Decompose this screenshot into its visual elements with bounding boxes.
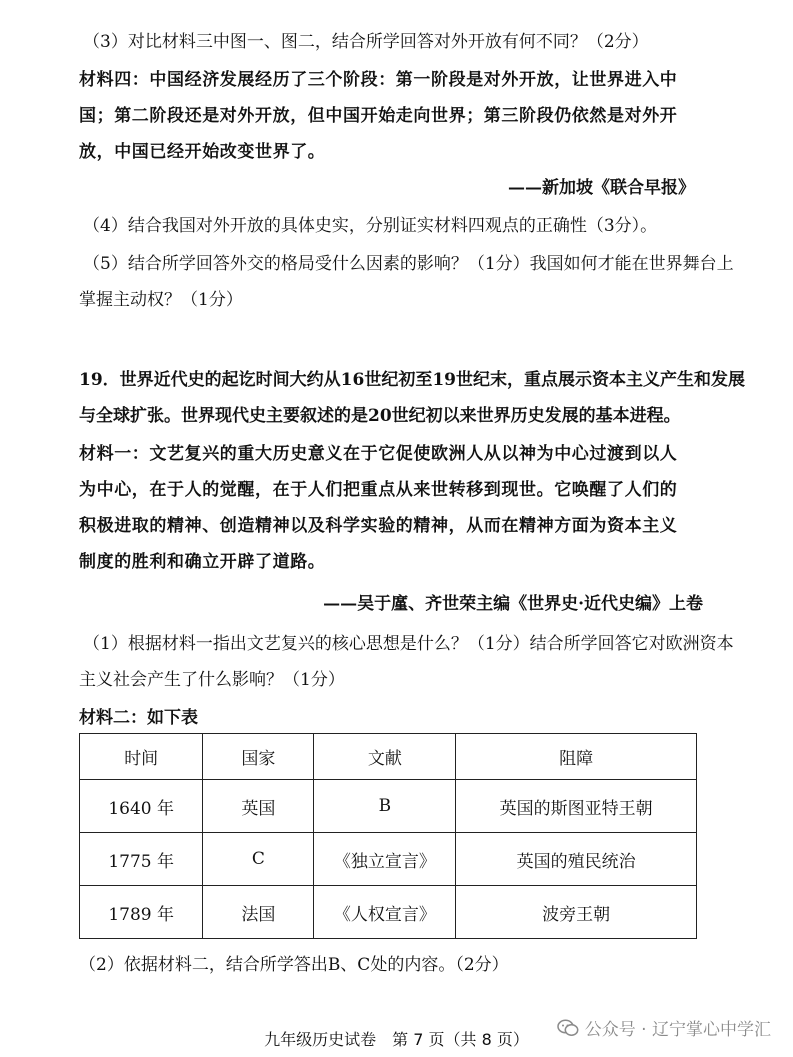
table-cell: 《独立宣言》 xyxy=(314,833,456,886)
material-2-label: 材料二：如下表 xyxy=(79,708,198,728)
watermark-text: 公众号 · 辽宁掌心中学汇 xyxy=(584,1020,771,1040)
table-header-row xyxy=(80,734,697,780)
table-cell: 法国 xyxy=(203,886,314,939)
material-4-line-1: 材料四：中国经济发展经历了三个阶段：第一阶段是对外开放，让世界进入中 xyxy=(79,70,678,90)
table-cell: 1789 年 xyxy=(80,886,203,939)
table-cell: B xyxy=(314,780,456,833)
material-1-source: ——吴于廑、齐世荣主编《世界史·近代史编》上卷 xyxy=(323,594,703,614)
table-header-obstacle: 阻障 xyxy=(456,734,697,780)
material-4-line-3: 放，中国已经开始改变世界了。 xyxy=(79,142,326,162)
table-cell: 《人权宣言》 xyxy=(314,886,456,939)
table-cell: 1775 年 xyxy=(80,833,203,886)
question-18-4: （4）结合我国对外开放的具体史实，分别证实材料四观点的正确性（3分）。 xyxy=(83,216,658,236)
material-1-line-4: 制度的胜利和确立开辟了道路。 xyxy=(79,552,326,572)
table-header-country: 国家 xyxy=(203,734,314,780)
question-19-1-line-1: （1）根据材料一指出文艺复兴的核心思想是什么？（1分）结合所学回答它对欧洲资本 xyxy=(83,634,734,654)
table-header-time: 时间 xyxy=(80,734,203,780)
material-1-line-2: 为中心，在于人的觉醒，在于人们把重点从来世转移到现世。它唤醒了人们的 xyxy=(79,480,678,500)
question-19-intro-line-1: 19．世界近代史的起讫时间大约从16世纪初至19世纪末，重点展示资本主义产生和发展 xyxy=(79,370,745,390)
question-19-intro-line-2: 与全球扩张。世界现代史主要叙述的是20世纪初以来世界历史发展的基本进程。 xyxy=(79,406,681,426)
question-18-3: （3）对比材料三中图一、图二，结合所学回答对外开放有何不同？（2分） xyxy=(83,32,649,52)
table-cell: 波旁王朝 xyxy=(456,886,697,939)
table-row xyxy=(80,886,697,939)
table-row xyxy=(80,780,697,833)
question-18-5-line-1: （5）结合所学回答外交的格局受什么因素的影响？（1分）我国如何才能在世界舞台上 xyxy=(83,254,734,274)
material-1-line-1: 材料一：文艺复兴的重大历史意义在于它促使欧洲人从以神为中心过渡到以人 xyxy=(79,444,678,464)
table-cell: 英国的斯图亚特王朝 xyxy=(456,780,697,833)
table-cell: C xyxy=(203,833,314,886)
question-19-1-line-2: 主义社会产生了什么影响？（1分） xyxy=(79,670,345,690)
table-cell: 英国的殖民统治 xyxy=(456,833,697,886)
material-2-table xyxy=(79,733,697,939)
material-1-line-3: 积极进取的精神、创造精神以及科学实验的精神，从而在精神方面为资本主义 xyxy=(79,516,678,536)
material-4-line-2: 国；第二阶段还是对外开放，但中国开始走向世界；第三阶段仍依然是对外开 xyxy=(79,106,678,126)
table-cell: 英国 xyxy=(203,780,314,833)
table-row xyxy=(80,833,697,886)
question-19-2: （2）依据材料二，结合所学答出B、C处的内容。（2分） xyxy=(79,955,509,975)
table-cell: 1640 年 xyxy=(80,780,203,833)
question-18-5-line-2: 掌握主动权？（1分） xyxy=(79,290,243,310)
table-header-document: 文献 xyxy=(314,734,456,780)
material-4-source: ——新加坡《联合早报》 xyxy=(508,178,695,198)
page-footer: 九年级历史试卷 第 7 页（共 8 页） xyxy=(264,1030,529,1049)
